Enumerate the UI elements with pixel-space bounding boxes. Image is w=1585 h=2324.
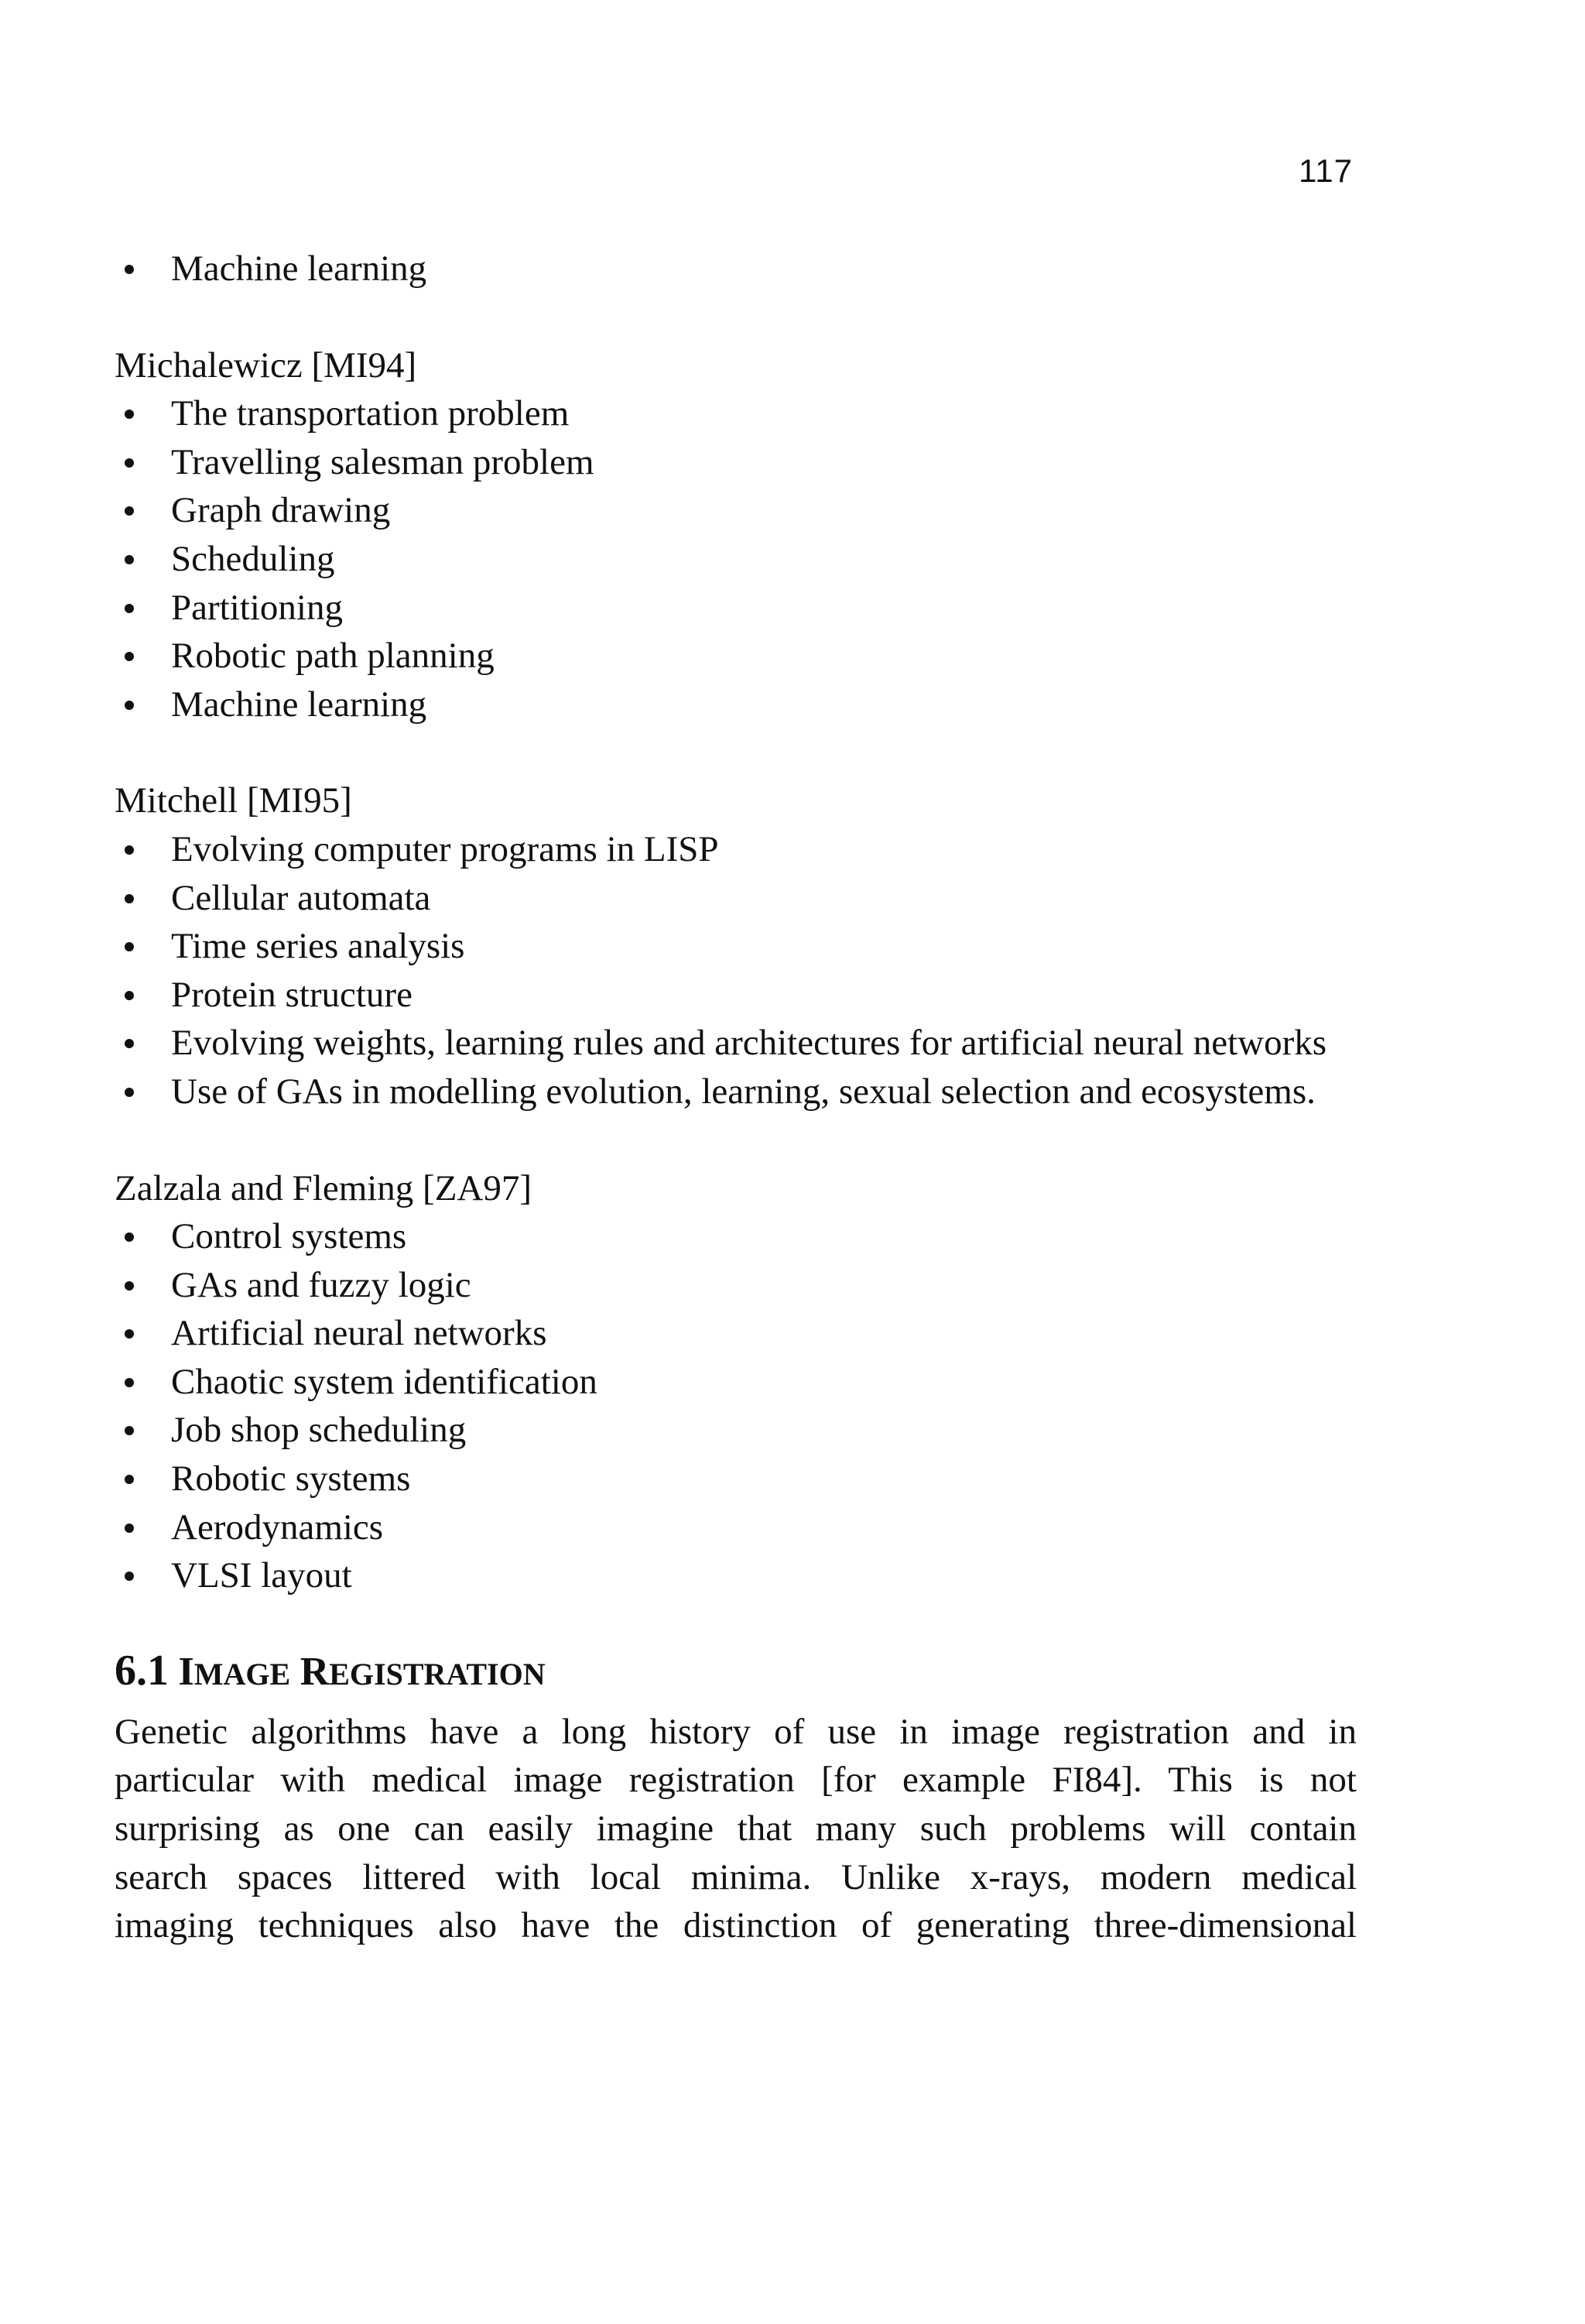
list-item (115, 389, 1357, 438)
bullet-icon (125, 991, 134, 1000)
list-item-text: Partitioning (171, 587, 343, 628)
list-item-text: Protein structure (171, 974, 413, 1015)
list-item-text: Graph drawing (171, 490, 391, 531)
list-item (115, 486, 1357, 535)
list-item (115, 825, 1357, 874)
page-number: 117 (1299, 153, 1353, 189)
bullet-list-michalewicz (115, 389, 1357, 728)
bullet-icon (125, 1426, 134, 1435)
section-title-initial: R (300, 1649, 330, 1694)
list-item (115, 1019, 1357, 1068)
list-item-text: Control systems (171, 1216, 407, 1257)
list-item (115, 1551, 1357, 1600)
list-item (115, 1455, 1357, 1503)
bullet-icon (125, 410, 134, 419)
list-item (115, 1358, 1357, 1407)
list-item (115, 245, 1357, 293)
bullet-icon (125, 1475, 134, 1484)
list-item (115, 1503, 1357, 1552)
bullet-icon (125, 1572, 134, 1581)
section-title-initial: I (178, 1649, 194, 1694)
list-item-text: The transportation problem (171, 393, 570, 434)
bullet-icon (125, 1088, 134, 1097)
bullet-icon (125, 942, 134, 951)
list-item (115, 1406, 1357, 1455)
list-item (115, 584, 1357, 632)
list-item-text: Scheduling (171, 538, 335, 579)
list-item-text: Robotic path planning (171, 636, 495, 677)
list-item (115, 438, 1357, 487)
list-item (115, 1068, 1357, 1116)
source-heading-michalewicz: Michalewicz [MI94] (115, 344, 417, 386)
list-item (115, 680, 1357, 729)
list-item-text: Time series analysis (171, 926, 465, 967)
list-item-text: Travelling salesman problem (171, 441, 594, 482)
bullet-list-continued (115, 245, 1357, 293)
bullet-icon (125, 604, 134, 613)
list-item (115, 1309, 1357, 1358)
list-item (115, 535, 1357, 584)
list-item-text: VLSI layout (171, 1555, 352, 1596)
section-number: 6.1 (115, 1646, 169, 1695)
section-title-rest: MAGE (193, 1656, 291, 1692)
list-item-text: Aerodynamics (171, 1506, 384, 1548)
bullet-icon (125, 1378, 134, 1387)
list-item-text: Cellular automata (171, 877, 431, 918)
list-item-text: Job shop scheduling (171, 1410, 467, 1451)
bullet-icon (125, 894, 134, 903)
list-item (115, 632, 1357, 680)
bullet-icon (125, 1039, 134, 1048)
list-item-text: Machine learning (171, 249, 427, 289)
bullet-icon (125, 265, 134, 274)
bullet-icon (125, 1329, 134, 1339)
bullet-icon (125, 506, 134, 516)
paragraph-line: imaging techniques also have the distinction of generating three-dimensional (115, 1905, 1357, 1946)
list-item-text: Use of GAs in modelling evolution, learning, sexual selection and ecosystems. (171, 1071, 1316, 1112)
list-item (115, 1261, 1357, 1310)
list-item-text: Evolving computer programs in LISP (171, 828, 719, 869)
source-heading-zalzala-fleming: Zalzala and Fleming [ZA97] (115, 1167, 532, 1208)
bullet-list-mitchell (115, 825, 1357, 1116)
bullet-icon (125, 1232, 134, 1242)
bullet-icon (125, 652, 134, 661)
list-item (115, 874, 1357, 923)
list-item (115, 971, 1357, 1020)
paragraph-line: particular with medical image registration [for example FI84]. This is not (115, 1760, 1357, 1801)
source-heading-mitchell: Mitchell [MI95] (115, 780, 352, 821)
section-heading (115, 1645, 1357, 1700)
list-item-text: Artificial neural networks (171, 1313, 547, 1354)
list-item-text: Chaotic system identification (171, 1361, 597, 1402)
page-content (115, 245, 1357, 1950)
bullet-icon (125, 458, 134, 468)
list-item-text: Evolving weights, learning rules and architectures for artificial neural networks (171, 1023, 1327, 1064)
list-item-text: GAs and fuzzy logic (171, 1264, 471, 1305)
bullet-icon (125, 1281, 134, 1291)
body-paragraph (115, 1708, 1357, 1950)
paragraph-line: Genetic algorithms have a long history of use in image registration and in (115, 1711, 1357, 1752)
list-item-text: Robotic systems (171, 1458, 411, 1500)
paragraph-line: search spaces littered with local minima. Unlike x-rays, modern medical (115, 1856, 1357, 1897)
list-item (115, 922, 1357, 971)
bullet-icon (125, 701, 134, 710)
bullet-icon (125, 845, 134, 855)
section-title-rest: EGISTRATION (329, 1656, 546, 1692)
list-item-text: Machine learning (171, 684, 427, 725)
bullet-icon (125, 555, 134, 564)
paragraph-line: surprising as one can easily imagine that many such problems will contain (115, 1808, 1357, 1849)
list-item (115, 1212, 1357, 1261)
bullet-list-zalzala-fleming (115, 1212, 1357, 1600)
bullet-icon (125, 1524, 134, 1533)
